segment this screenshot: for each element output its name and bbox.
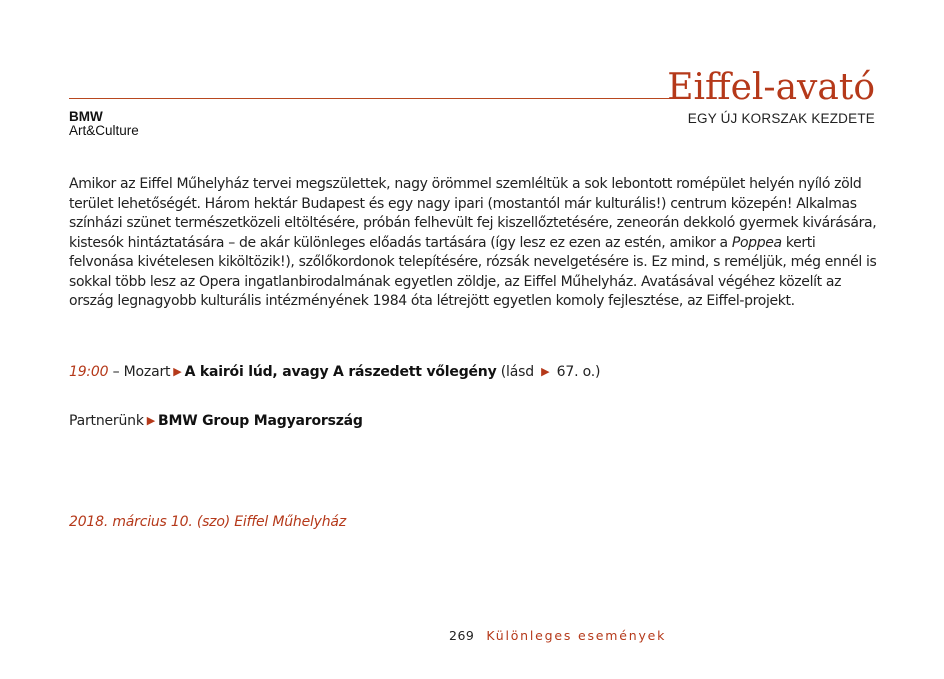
program-composer: Mozart [123,364,171,380]
program-ref-start: (lásd [496,364,539,380]
program-line [69,364,600,380]
page-footer [449,628,666,643]
header-rule [69,98,679,99]
logo-sub: Art&Culture [69,123,139,138]
logo-brand: BMW [69,109,103,124]
program-dash: – [108,364,124,380]
play-triangle-icon: ▶ [146,414,155,427]
play-triangle-icon: ▶ [541,365,550,378]
partner-label: Partnerünk [69,413,144,429]
intro-emphasis: Poppea [731,234,782,251]
program-ref-page: 67. o.) [552,364,601,380]
page-title: Eiffel-avató [667,67,875,108]
program-work: A kairói lúd, avagy A rászedett vőlegény [184,364,497,380]
program-time: 19:00 [69,364,109,380]
intro-text-end: kerti felvonása kivételesen kiköltözik!), szőlőkordonok telepítésére, rózsák nevelgetésére is. Ez mind, s reméljük, még ennél is sokkal több lesz az Opera ingatlanbirodalmának egyetlen zöldje, az Eiffel Műhelyház. Avatásával végéhez közelít az ország legnagyobb kulturális intézményének 1984 óta létrejött egyetlen komoly fejlesztése, az Eiffel-projekt. [69,234,877,309]
event-date: 2018. március 10. (szo) Eiffel Műhelyház [69,514,346,530]
play-triangle-icon: ▶ [173,365,182,378]
page-subtitle: EGY ÚJ KORSZAK KEZDETE [687,111,875,126]
partner-line [69,413,363,429]
intro-text-start: Amikor az Eiffel Műhelyház tervei megszülettek, nagy örömmel szemléltük a sok lebontott romépület helyén nyíló zöld terület lehetőségét. Három hektár Budapest és egy nagy ipari (mostantól már kulturális!) centrum közepén! Alkalmas színházi szünet természetközeli eltöltésére, próbán felhevült fej kiszellőztetésére, zeneorán dekkoló gyermek kivárására, kistesók hintáztatására – de akár különleges előadás tartására (így lesz ez ezen az estén, amikor a [69,176,877,251]
section-name: Különleges események [486,628,667,643]
partner-name: BMW Group Magyarország [158,413,363,429]
page-number: 269 [449,628,475,643]
intro-paragraph [69,175,877,312]
bmw-art-culture-logo [69,110,139,138]
